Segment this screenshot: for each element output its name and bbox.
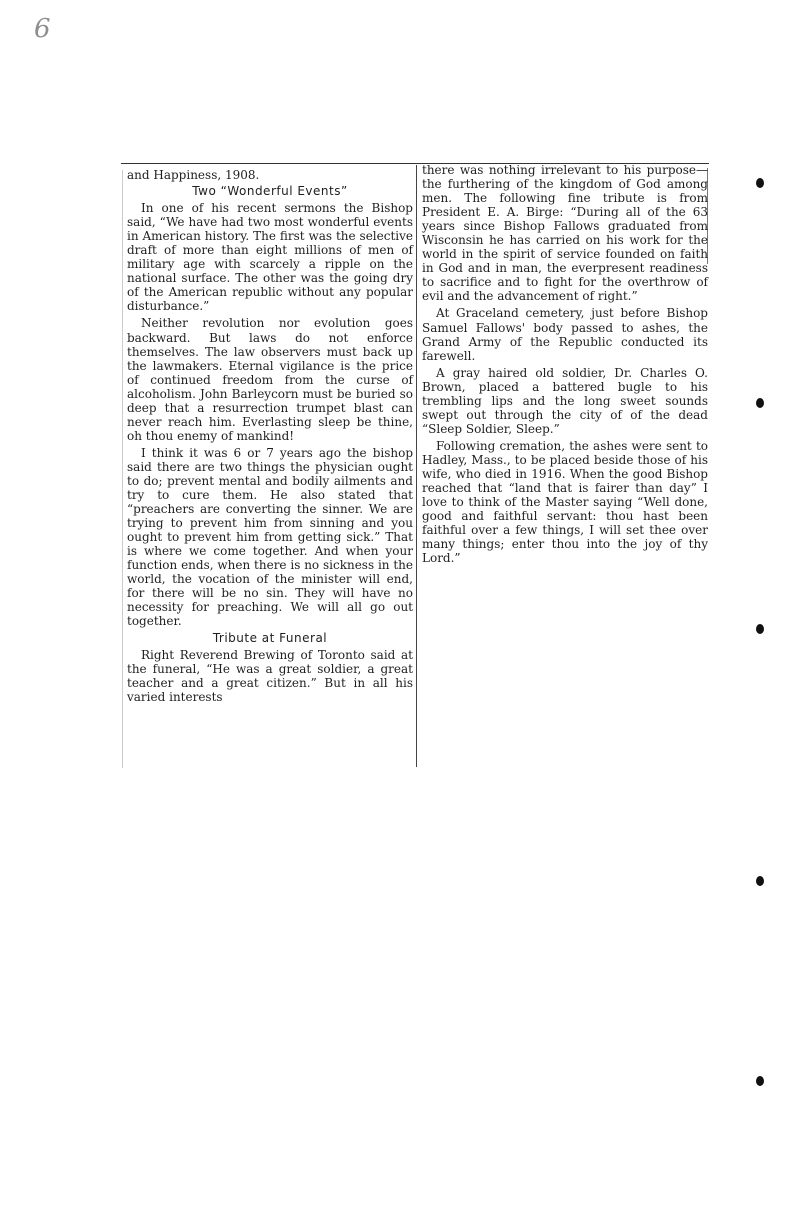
paragraph: Following cremation, the ashes were sent to Hadley, Mass., to be placed beside those of his wife, who died in 1916. When the good Bishop reached that “land that is fairer than day” I love to think of the Master saying “Well done, good and faithful servant: thou hast been faithful over a few things, I will set thee over many things; enter thou into the joy of thy Lord.” xyxy=(422,438,708,566)
binding-hole-mark xyxy=(756,398,764,408)
binding-hole-mark xyxy=(756,1076,764,1086)
column-divider xyxy=(416,165,417,767)
left-edge-rule xyxy=(122,170,123,768)
left-column xyxy=(127,168,413,704)
heading-two-wonderful-events: Two “Wonderful Events” xyxy=(192,184,348,199)
paragraph: Right Reverend Brewing of Toronto said at the funeral, “He was a great soldier, a great teacher and a great citizen.” But in all his varied interests xyxy=(127,647,413,704)
paragraph: In one of his recent sermons the Bishop said, “We have had two most wonderful events in American history. The first was the selective draft of more than eight millions of men of military age with scarcely a ripple on the national surface. The other was the going dry of the American republic without any popular disturbance.” xyxy=(127,201,413,314)
paragraph: I think it was 6 or 7 years ago the bishop said there are two things the physician ought to do; prevent mental and bodily ailments and try to cure them. He also stated that “preachers are converting the sinner. We are trying to prevent him from sinning and you ought to prevent him from getting sick.” That is where we come together. And when your function ends, when there is no sickness in the world, the vocation of the minister will end, for there will be no sin. They will have no necessity for preaching. We will all go out together. xyxy=(127,445,413,629)
binding-hole-mark xyxy=(756,876,764,886)
heading-tribute-at-funeral: Tribute at Funeral xyxy=(212,630,328,645)
paragraph: At Graceland cemetery, just before Bishop Samuel Fallows' body passed to ashes, the Grand Army of the Republic conducted its farewell. xyxy=(422,306,708,363)
paragraph: there was nothing irrelevant to his purpose—the furthering of the kingdom of God among men. The following fine tribute is from President E. A. Birge: “During all of the 63 years since Bishop Fallows graduated from Wisconsin he has carried on his work for the world in the spirit of service founded on faith in God and in man, the everpresent readiness to sacrifice and to fight for the overthrow of evil and the advancement of right.” xyxy=(422,163,708,304)
right-column xyxy=(422,163,708,565)
opening-line: and Happiness, 1908. xyxy=(127,168,260,182)
binding-hole-mark xyxy=(756,178,764,188)
binding-hole-mark xyxy=(756,624,764,634)
paragraph: A gray haired old soldier, Dr. Charles O. Brown, placed a battered bugle to his trembling lips and the long sweet sounds swept out through the city of of the dead “Sleep Soldier, Sleep.” xyxy=(422,365,708,436)
page-number: 6 xyxy=(34,14,51,44)
paragraph: Neither revolution nor evolution goes backward. But laws do not enforce themselves. The law observers must back up the lawmakers. Eternal vigilance is the price of continued freedom from the curse of alcoholism. John Barleycorn must be buried so deep that a resurrection trumpet blast can never reach him. Everlasting sleep be thine, oh thou enemy of mankind! xyxy=(127,316,413,443)
